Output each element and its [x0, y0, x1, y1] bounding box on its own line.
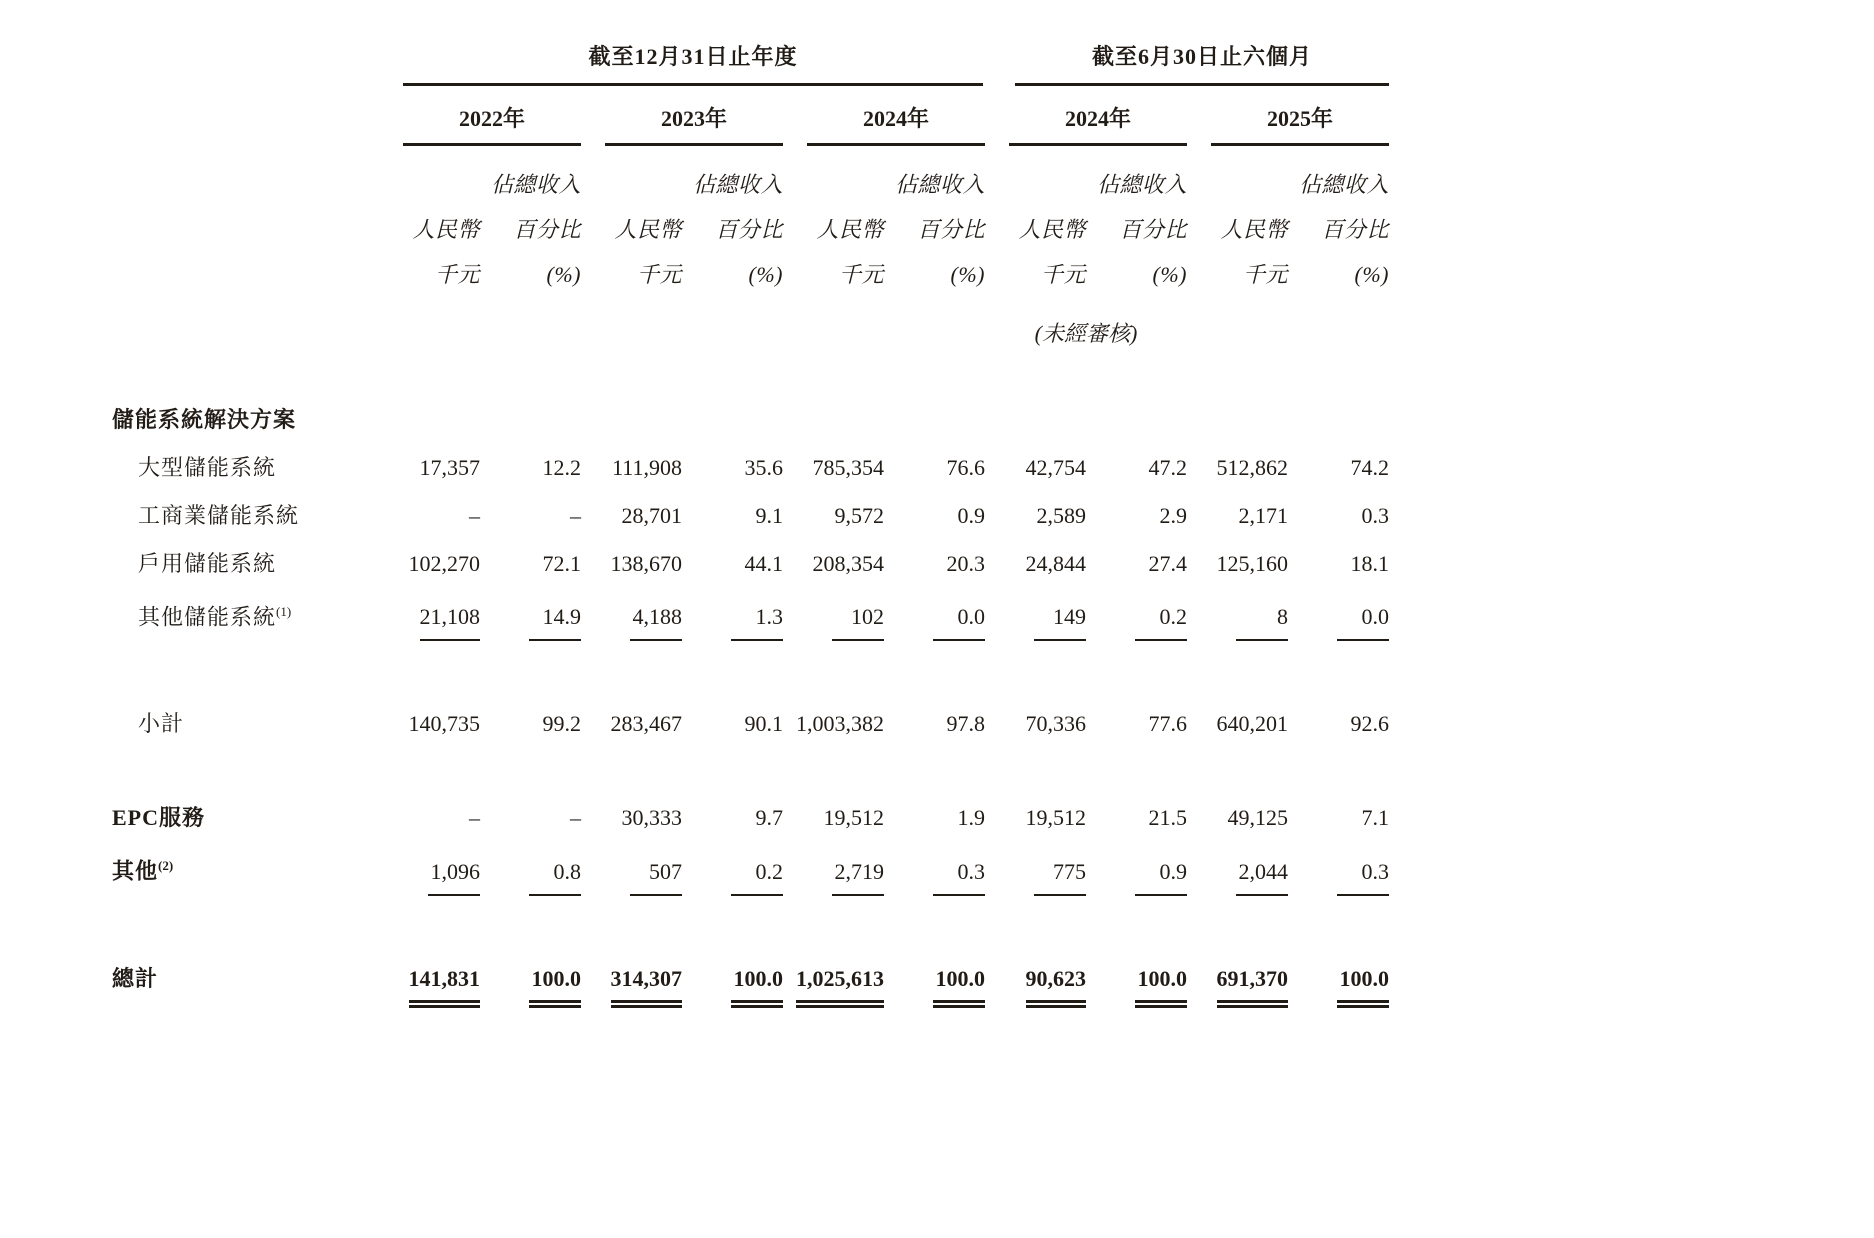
cell-value: 0.2: [731, 861, 783, 896]
measure-line: 佔總收入: [490, 172, 581, 197]
cell-percent: [682, 687, 783, 735]
cell-value: 70,336: [1025, 711, 1086, 737]
cell-percent: [884, 479, 985, 527]
table-row: [112, 575, 1389, 641]
footnote-ref: (2): [158, 858, 174, 874]
cell-value: 2,719: [832, 861, 884, 896]
unaudited-note: (未經審核): [1034, 321, 1138, 346]
cell-amount: [985, 527, 1086, 575]
cell-amount: [581, 431, 682, 479]
cell-value: 97.8: [946, 711, 985, 737]
cell-amount: [985, 479, 1086, 527]
cell-value: 99.2: [542, 711, 581, 737]
cell-percent: [682, 431, 783, 479]
cell-value: 141,831: [409, 968, 481, 1008]
cell-value: 9,572: [834, 503, 884, 528]
cell-value: 785,354: [812, 455, 884, 480]
cell-amount: [379, 829, 480, 895]
period-group-annual-label: 截至12月31日止年度: [403, 38, 983, 86]
cell-amount: [1187, 829, 1288, 895]
row-label-text: 其他儲能系統: [138, 604, 277, 630]
cell-value: 100.0: [933, 968, 985, 1008]
cell-percent: [480, 527, 581, 575]
row-label: [112, 781, 379, 829]
cell-value: 100.0: [731, 968, 783, 1008]
measure-line: 佔總收入: [894, 172, 985, 197]
cell-value: 100.0: [1135, 968, 1187, 1008]
cell-value: 0.8: [529, 861, 581, 896]
table-row: [112, 942, 1389, 1008]
cell-percent: [884, 687, 985, 735]
cell-value: 125,160: [1216, 551, 1288, 576]
measure-line: 百分比(%): [513, 217, 581, 287]
cell-amount: [783, 829, 884, 895]
cell-value: 2,589: [1036, 503, 1086, 528]
cell-value: 49,125: [1227, 805, 1288, 831]
cell-value: 208,354: [812, 551, 884, 576]
cell-percent: [1288, 431, 1389, 479]
row-label-text: 工商業儲能系統: [138, 503, 300, 528]
measure-amount-g4: [985, 146, 1086, 297]
cell-value: 20.3: [946, 551, 985, 576]
table-row: [112, 781, 1389, 829]
table-row: [112, 829, 1389, 895]
cell-value: 100.0: [529, 968, 581, 1008]
cell-percent: [480, 687, 581, 735]
cell-percent: [1288, 942, 1389, 1008]
cell-value: 28,701: [621, 503, 682, 528]
cell-amount: [1187, 479, 1288, 527]
cell-value: 2,171: [1238, 503, 1288, 528]
cell-value: 4,188: [630, 606, 682, 641]
cell-amount: [379, 431, 480, 479]
period-group-annual: [379, 38, 985, 86]
row-label-text: EPC服務: [112, 805, 206, 831]
cell-amount: [783, 527, 884, 575]
row-label: [112, 687, 379, 735]
cell-percent: [884, 942, 985, 1008]
cell-value: 140,735: [408, 711, 480, 737]
unaudited-note-row: [112, 297, 1389, 345]
cell-amount: [1187, 431, 1288, 479]
cell-value: 9.1: [755, 503, 783, 528]
measure-line: 人民幣: [816, 217, 884, 242]
cell-value: –: [570, 805, 581, 831]
row-label-text: 大型儲能系統: [138, 455, 277, 480]
measure-line: 佔總收入: [1298, 172, 1389, 197]
cell-value: 19,512: [1025, 805, 1086, 831]
measure-line: 千元: [434, 262, 480, 287]
empty-cells: [379, 345, 1389, 431]
spacer-row: [112, 896, 1389, 942]
cell-value: 0.9: [957, 503, 985, 528]
cell-percent: [1086, 829, 1187, 895]
cell-value: 24,844: [1025, 551, 1086, 576]
empty-cell: [112, 86, 379, 146]
measure-line: 佔總收入: [692, 172, 783, 197]
empty-cell: [112, 146, 379, 297]
cell-value: 7.1: [1361, 805, 1389, 831]
measure-line: 千元: [838, 262, 884, 287]
row-label: [112, 479, 379, 527]
cell-value: 90,623: [1026, 968, 1087, 1008]
cell-amount: [1187, 942, 1288, 1008]
measure-line: 人民幣: [412, 217, 480, 242]
cell-value: 0.3: [1361, 503, 1389, 528]
cell-percent: [480, 829, 581, 895]
cell-value: 1,003,382: [796, 711, 884, 737]
table-body: [112, 345, 1389, 1008]
cell-amount: [783, 942, 884, 1008]
cell-percent: [884, 431, 985, 479]
measure-line: 人民幣: [614, 217, 682, 242]
cell-value: 92.6: [1350, 711, 1389, 737]
cell-value: 19,512: [823, 805, 884, 831]
cell-percent: [1288, 479, 1389, 527]
spacer-cell: [112, 896, 1389, 942]
cell-amount: [581, 687, 682, 735]
measure-line: 人民幣: [1018, 217, 1086, 242]
cell-value: 14.9: [529, 606, 581, 641]
cell-value: 21,108: [420, 606, 481, 641]
cell-value: 42,754: [1025, 455, 1086, 480]
cell-value: –: [469, 503, 480, 528]
year-2025-interim: [1187, 86, 1389, 146]
cell-value: 138,670: [610, 551, 682, 576]
cell-value: 72.1: [542, 551, 581, 576]
cell-amount: [581, 829, 682, 895]
cell-value: 47.2: [1148, 455, 1187, 480]
cell-value: 2,044: [1236, 861, 1288, 896]
period-group-interim: [985, 38, 1389, 86]
cell-percent: [1086, 781, 1187, 829]
cell-value: 640,201: [1216, 711, 1288, 737]
cell-value: 149: [1034, 606, 1086, 641]
cell-percent: [682, 479, 783, 527]
cell-value: 12.2: [542, 455, 581, 480]
row-label-text: 小計: [138, 711, 185, 737]
year-2022-label: 2022年: [403, 86, 581, 146]
year-header-row: [112, 86, 1389, 146]
spacer-cell: [112, 735, 1389, 781]
cell-percent: [1086, 431, 1187, 479]
cell-amount: [783, 687, 884, 735]
cell-value: –: [570, 503, 581, 528]
cell-value: 76.6: [946, 455, 985, 480]
cell-percent: [480, 431, 581, 479]
cell-percent: [682, 942, 783, 1008]
cell-value: 1,096: [428, 861, 480, 896]
measure-line: 百分比(%): [1321, 217, 1389, 287]
cell-amount: [1187, 781, 1288, 829]
cell-value: 512,862: [1216, 455, 1288, 480]
cell-value: 775: [1034, 861, 1086, 896]
measure-line: 千元: [1040, 262, 1086, 287]
cell-value: 0.3: [933, 861, 985, 896]
table-row: [112, 345, 1389, 431]
measure-amount-g3: [783, 146, 884, 297]
row-label-text: 總計: [112, 965, 159, 991]
cell-value: 0.0: [1337, 606, 1389, 641]
row-label: [112, 527, 379, 575]
cell-amount: [1187, 575, 1288, 641]
cell-amount: [985, 942, 1086, 1008]
row-label: [112, 575, 379, 641]
cell-value: 1.3: [731, 606, 783, 641]
period-header-row: [112, 38, 1389, 86]
cell-percent: [884, 527, 985, 575]
cell-value: 100.0: [1337, 968, 1389, 1008]
cell-amount: [783, 479, 884, 527]
cell-percent: [1288, 687, 1389, 735]
cell-percent: [480, 575, 581, 641]
cell-value: 1,025,613: [796, 968, 884, 1008]
cell-amount: [985, 687, 1086, 735]
measure-line: 千元: [636, 262, 682, 287]
measure-share-g3: [884, 146, 985, 297]
cell-percent: [1288, 829, 1389, 895]
cell-percent: [480, 479, 581, 527]
cell-percent: [682, 575, 783, 641]
spacer-cell: [112, 641, 1389, 687]
empty-cells: [1187, 297, 1389, 345]
cell-value: 0.2: [1135, 606, 1187, 641]
cell-percent: [480, 781, 581, 829]
cell-amount: [379, 479, 480, 527]
cell-amount: [783, 781, 884, 829]
cell-value: 18.1: [1350, 551, 1389, 576]
cell-amount: [581, 527, 682, 575]
cell-value: 314,307: [611, 968, 683, 1008]
year-2024-interim-label: 2024年: [1009, 86, 1187, 146]
cell-amount: [379, 687, 480, 735]
cell-amount: [985, 829, 1086, 895]
cell-value: 691,370: [1217, 968, 1289, 1008]
measure-line: 人民幣: [1220, 217, 1288, 242]
cell-value: 1.9: [957, 805, 985, 831]
cell-percent: [884, 829, 985, 895]
cell-amount: [985, 575, 1086, 641]
cell-percent: [1086, 942, 1187, 1008]
cell-percent: [1086, 479, 1187, 527]
cell-value: 507: [630, 861, 682, 896]
cell-amount: [783, 575, 884, 641]
cell-value: 27.4: [1148, 551, 1187, 576]
measure-amount-g5: [1187, 146, 1288, 297]
cell-percent: [1288, 781, 1389, 829]
cell-percent: [1086, 527, 1187, 575]
row-label-text: 儲能系統解決方案: [112, 407, 297, 432]
year-2022: [379, 86, 581, 146]
cell-amount: [379, 942, 480, 1008]
cell-amount: [379, 527, 480, 575]
cell-value: 2.9: [1159, 503, 1187, 528]
cell-value: –: [469, 805, 480, 831]
cell-percent: [682, 781, 783, 829]
measure-share-g1: [480, 146, 581, 297]
cell-amount: [581, 575, 682, 641]
year-2025-interim-label: 2025年: [1211, 86, 1389, 146]
cell-value: 0.0: [933, 606, 985, 641]
cell-value: 17,357: [419, 455, 480, 480]
measure-amount-g1: [379, 146, 480, 297]
row-label: [112, 431, 379, 479]
measure-share-g4: [1086, 146, 1187, 297]
table-row: [112, 431, 1389, 479]
cell-value: 102: [832, 606, 884, 641]
year-2024-interim: [985, 86, 1187, 146]
table-row: [112, 527, 1389, 575]
cell-value: 111,908: [612, 455, 682, 480]
cell-value: 30,333: [621, 805, 682, 831]
cell-value: 21.5: [1148, 805, 1187, 831]
cell-amount: [581, 942, 682, 1008]
cell-value: 77.6: [1148, 711, 1187, 737]
cell-value: 35.6: [744, 455, 783, 480]
measure-share-g2: [682, 146, 783, 297]
empty-cell: [112, 297, 379, 345]
cell-value: 283,467: [610, 711, 682, 737]
period-group-interim-label: 截至6月30日止六個月: [1015, 38, 1389, 86]
cell-percent: [682, 829, 783, 895]
corner-cell: [112, 38, 379, 86]
cell-value: 8: [1236, 606, 1288, 641]
row-label-text: 戶用儲能系統: [138, 551, 277, 576]
year-2024-label: 2024年: [807, 86, 985, 146]
measure-amount-g2: [581, 146, 682, 297]
row-label-text: 其他: [112, 858, 159, 884]
footnote-ref: (1): [276, 604, 292, 619]
cell-amount: [379, 781, 480, 829]
cell-value: 90.1: [744, 711, 783, 737]
cell-amount: [985, 431, 1086, 479]
cell-percent: [884, 781, 985, 829]
row-label: [112, 345, 379, 431]
row-label: [112, 829, 379, 895]
measure-header-row: [112, 146, 1389, 297]
measure-line: 百分比(%): [1119, 217, 1187, 287]
cell-value: 0.3: [1337, 861, 1389, 896]
cell-amount: [985, 781, 1086, 829]
cell-amount: [783, 431, 884, 479]
year-2023-label: 2023年: [605, 86, 783, 146]
year-2023: [581, 86, 783, 146]
cell-percent: [1086, 687, 1187, 735]
cell-amount: [581, 479, 682, 527]
cell-value: 9.7: [755, 805, 783, 831]
cell-value: 102,270: [408, 551, 480, 576]
row-label: [112, 942, 379, 1008]
spacer-row: [112, 641, 1389, 687]
cell-percent: [1288, 527, 1389, 575]
cell-amount: [581, 781, 682, 829]
cell-percent: [682, 527, 783, 575]
table-row: [112, 687, 1389, 735]
measure-line: 佔總收入: [1096, 172, 1187, 197]
cell-value: 74.2: [1350, 455, 1389, 480]
cell-amount: [1187, 687, 1288, 735]
cell-amount: [1187, 527, 1288, 575]
cell-percent: [1288, 575, 1389, 641]
measure-line: 百分比(%): [917, 217, 985, 287]
cell-percent: [1086, 575, 1187, 641]
revenue-breakdown-table: [112, 38, 1389, 1008]
cell-percent: [480, 942, 581, 1008]
cell-value: 44.1: [744, 551, 783, 576]
cell-amount: [379, 575, 480, 641]
measure-share-g5: [1288, 146, 1389, 297]
measure-line: 千元: [1242, 262, 1288, 287]
cell-value: 0.9: [1135, 861, 1187, 896]
empty-cells: [379, 297, 985, 345]
measure-line: 百分比(%): [715, 217, 783, 287]
table-row: [112, 479, 1389, 527]
year-2024: [783, 86, 985, 146]
spacer-row: [112, 735, 1389, 781]
cell-percent: [884, 575, 985, 641]
